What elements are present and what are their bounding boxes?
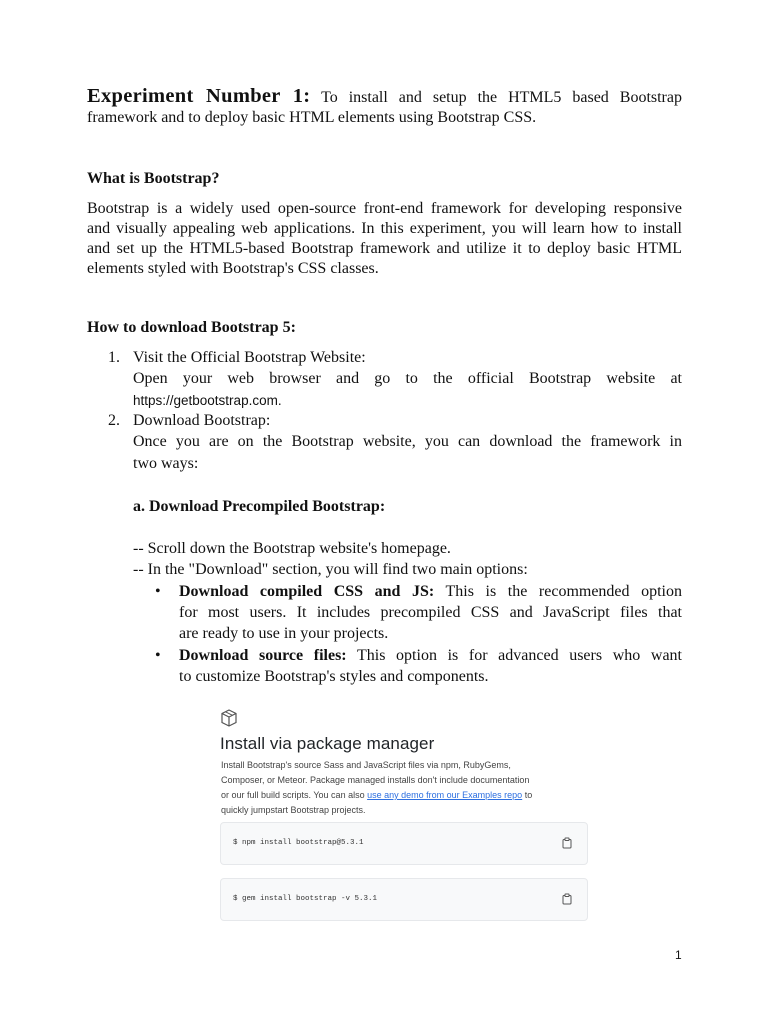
step-title: Visit the Official Bootstrap Website: <box>133 349 366 366</box>
step-text: two ways: <box>133 455 199 472</box>
option-source <box>179 645 682 667</box>
step-title: Download Bootstrap: <box>133 412 271 429</box>
install-description <box>221 758 581 818</box>
paragraph-line: elements styled with Bootstrap's CSS classes. <box>87 260 379 277</box>
option-text: are ready to use in your projects. <box>179 625 389 642</box>
step-text: Once you are on the Bootstrap website, you can download the framework in <box>133 433 682 450</box>
examples-repo-link[interactable]: use any demo from our Examples repo <box>367 790 523 800</box>
instruction-line: -- Scroll down the Bootstrap website's homepage. <box>133 540 451 557</box>
option-text: for most users. It includes precompiled CSS and JavaScript files that <box>179 604 682 621</box>
option-title: Download source files: <box>179 647 347 664</box>
bootstrap-url: https://getbootstrap.com. <box>133 393 282 408</box>
list-item-1 <box>108 347 682 369</box>
paragraph-line: and set up the HTML5-based Bootstrap framework and utilize it to deploy basic HTML <box>87 240 682 257</box>
description-line: Composer, or Meteor. Package managed installs don't include documentation <box>221 775 530 785</box>
gem-command: $ gem install bootstrap -v 5.3.1 <box>233 895 378 903</box>
description-text: to <box>524 790 533 800</box>
section-title-what-is: What is Bootstrap? <box>87 170 220 187</box>
description-text: or our full build scripts. You can also <box>221 790 365 800</box>
paragraph-line: Bootstrap is a widely used open-source front-end framework for developing responsive <box>87 200 682 217</box>
option-compiled <box>179 581 682 603</box>
experiment-aim: To install and setup the HTML5 based Bootstrap <box>321 89 682 106</box>
step-text: Open your web browser and go to the official Bootstrap website at <box>133 370 682 387</box>
clipboard-icon[interactable] <box>561 837 573 849</box>
instruction-line: -- In the "Download" section, you will find two main options: <box>133 561 528 578</box>
experiment-aim-cont: framework and to deploy basic HTML elements using Bootstrap CSS. <box>87 109 537 126</box>
option-text: to customize Bootstrap's styles and components. <box>179 668 489 685</box>
bullet: • <box>155 647 161 664</box>
bullet: • <box>155 583 161 600</box>
option-text: This is the recommended option <box>445 583 682 600</box>
list-number: 1. <box>108 349 120 366</box>
list-number: 2. <box>108 412 120 429</box>
subsection-title: a. Download Precompiled Bootstrap: <box>133 498 386 515</box>
option-title: Download compiled CSS and JS: <box>179 583 435 600</box>
description-line <box>221 788 581 803</box>
paragraph-line: and visually appealing web applications. In this experiment, you will learn how to install <box>87 220 682 237</box>
install-title: Install via package manager <box>220 734 435 753</box>
npm-command-box <box>220 822 588 865</box>
npm-command: $ npm install bootstrap@5.3.1 <box>233 839 364 847</box>
list-item-2 <box>108 410 682 432</box>
experiment-heading <box>87 86 682 108</box>
clipboard-icon[interactable] <box>561 893 573 905</box>
section-title-download: How to download Bootstrap 5: <box>87 319 296 336</box>
option-text: This option is for advanced users who want <box>356 647 683 664</box>
box-icon <box>219 708 239 728</box>
description-line: Install Bootstrap's source Sass and JavaScript files via npm, RubyGems, <box>221 760 511 770</box>
install-screenshot <box>215 700 595 925</box>
page-number: 1 <box>675 948 682 962</box>
gem-command-box <box>220 878 588 921</box>
description-line: quickly jumpstart Bootstrap projects. <box>221 805 366 815</box>
experiment-label: Experiment Number 1: <box>87 85 311 107</box>
